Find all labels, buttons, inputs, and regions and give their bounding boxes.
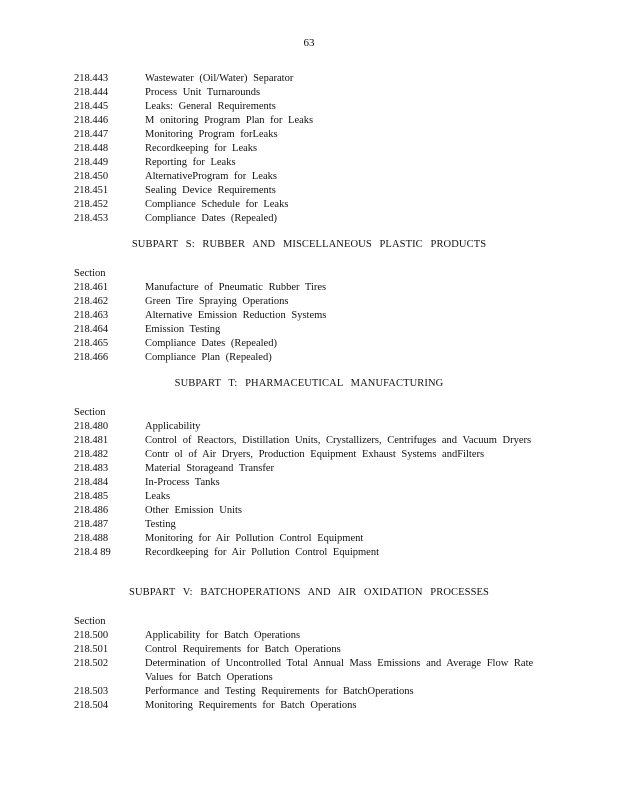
section-number: 218.444 [74,87,109,98]
list-item [74,504,544,518]
list-item [74,476,544,490]
section-number: 218.443 [74,73,109,84]
list-item [74,490,544,504]
section-number: 218.464 [74,324,109,335]
list-item [74,86,544,100]
section-number: 218.446 [74,115,109,126]
section-number: 218.447 [74,129,109,140]
section-label: Section [74,268,106,279]
list-item [74,128,544,142]
section-title: Compliance Schedule for Leaks [145,199,289,210]
list-item [74,156,544,170]
section-number: 218.481 [74,435,109,446]
section-title: Monitoring Program forLeaks [145,129,278,140]
section-number: 218.503 [74,686,109,697]
section-number: 218.465 [74,338,109,349]
section-number: 218.504 [74,700,109,711]
list-item [74,685,544,699]
section-title: Performance and Testing Requirements for BatchOperations [145,686,414,697]
section-number: 218.4 89 [74,547,111,558]
list-item [74,114,544,128]
list-item [74,184,544,198]
section-title: Control of Reactors, Distillation Units, Crystallizers, Centrifuges and Vacuum Dryers [145,435,532,446]
section-number: 218.483 [74,463,109,474]
section-title: Compliance Dates (Repealed) [145,213,277,224]
section-number: 218.487 [74,519,109,530]
list-item [74,309,544,323]
section-title: Other Emission Units [145,505,242,516]
section-title: Recordkeeping for Air Pollution Control Equipment [145,547,380,558]
list-item [74,198,544,212]
list-item [74,100,544,114]
section-title: AlternativeProgram for Leaks [145,171,277,182]
section-title: Leaks [145,491,171,502]
page-number: 63 [303,37,315,49]
list-item [74,212,544,226]
list-item [74,462,544,476]
subpart-s-heading: SUBPART S: RUBBER AND MISCELLANEOUS PLASTIC PRODUCTS [131,239,487,250]
section-title: Recordkeeping for Leaks [145,143,258,154]
section-title: In-Process Tanks [145,477,220,488]
section-title: Compliance Plan (Repealed) [145,352,272,363]
section-title: Compliance Dates (Repealed) [145,338,277,349]
section-number: 218.488 [74,533,109,544]
section-number: 218.484 [74,477,109,488]
section-title: Determination of Uncontrolled Total Annual Mass Emissions and Average Flow Rate Values for Batch Operations [145,658,534,683]
list-item [74,657,544,685]
list-item [74,532,544,546]
section-number: 218.501 [74,644,109,655]
section-title: Contr ol of Air Dryers, Production Equipment Exhaust Systems andFilters [145,449,485,460]
section-title: Wastewater (Oil/Water) Separator [145,73,294,84]
section-number: 218.461 [74,282,109,293]
list-item [74,351,544,365]
section-title: Manufacture of Pneumatic Rubber Tires [145,282,327,293]
list-item [74,281,544,295]
section-title: Testing [145,519,176,530]
section-title: Sealing Device Requirements [145,185,276,196]
section-title: Alternative Emission Reduction Systems [145,310,327,321]
list-item [74,170,544,184]
section-title: Leaks: General Requirements [145,101,276,112]
list-item [74,337,544,351]
list-item [74,434,544,448]
list-item [74,72,544,86]
section-number: 218.502 [74,658,109,669]
list-item [74,448,544,462]
section-number: 218.485 [74,491,109,502]
section-number: 218.480 [74,421,109,432]
section-number: 218.448 [74,143,109,154]
list-item [74,546,544,560]
section-number: 218.482 [74,449,109,460]
section-title: Applicability [145,421,201,432]
list-item [74,323,544,337]
section-title: Monitoring Requirements for Batch Operations [145,700,357,711]
list-item [74,699,544,713]
section-title: Monitoring for Air Pollution Control Equipment [145,533,364,544]
section-number: 218.453 [74,213,109,224]
section-title: Applicability for Batch Operations [145,630,301,641]
section-number: 218.462 [74,296,109,307]
section-list-subpart-s [74,267,544,365]
section-number: 218.486 [74,505,109,516]
section-number: 218.451 [74,185,109,196]
section-label: Section [74,407,106,418]
section-title: Material Storageand Transfer [145,463,275,474]
section-title: Control Requirements for Batch Operations [145,644,341,655]
list-item [74,518,544,532]
section-list-subpart-v [74,615,544,713]
section-label: Section [74,616,106,627]
section-title: Green Tire Spraying Operations [145,296,289,307]
subpart-t-heading: SUBPART T: PHARMACEUTICAL MANUFACTURING [174,378,444,389]
list-item [74,142,544,156]
section-list-leaks [74,72,544,226]
section-title: M onitoring Program Plan for Leaks [145,115,314,126]
list-item [74,643,544,657]
subpart-v-heading: SUBPART V: BATCHOPERATIONS AND AIR OXIDATION PROCESSES [129,587,489,598]
section-number: 218.466 [74,352,109,363]
list-item [74,629,544,643]
section-number: 218.463 [74,310,109,321]
section-number: 218.500 [74,630,109,641]
section-number: 218.445 [74,101,109,112]
list-item [74,295,544,309]
list-item [74,420,544,434]
section-number: 218.449 [74,157,109,168]
section-title: Emission Testing [145,324,221,335]
section-number: 218.450 [74,171,109,182]
section-list-subpart-t [74,406,544,560]
section-title: Process Unit Turnarounds [145,87,261,98]
section-number: 218.452 [74,199,109,210]
section-title: Reporting for Leaks [145,157,236,168]
